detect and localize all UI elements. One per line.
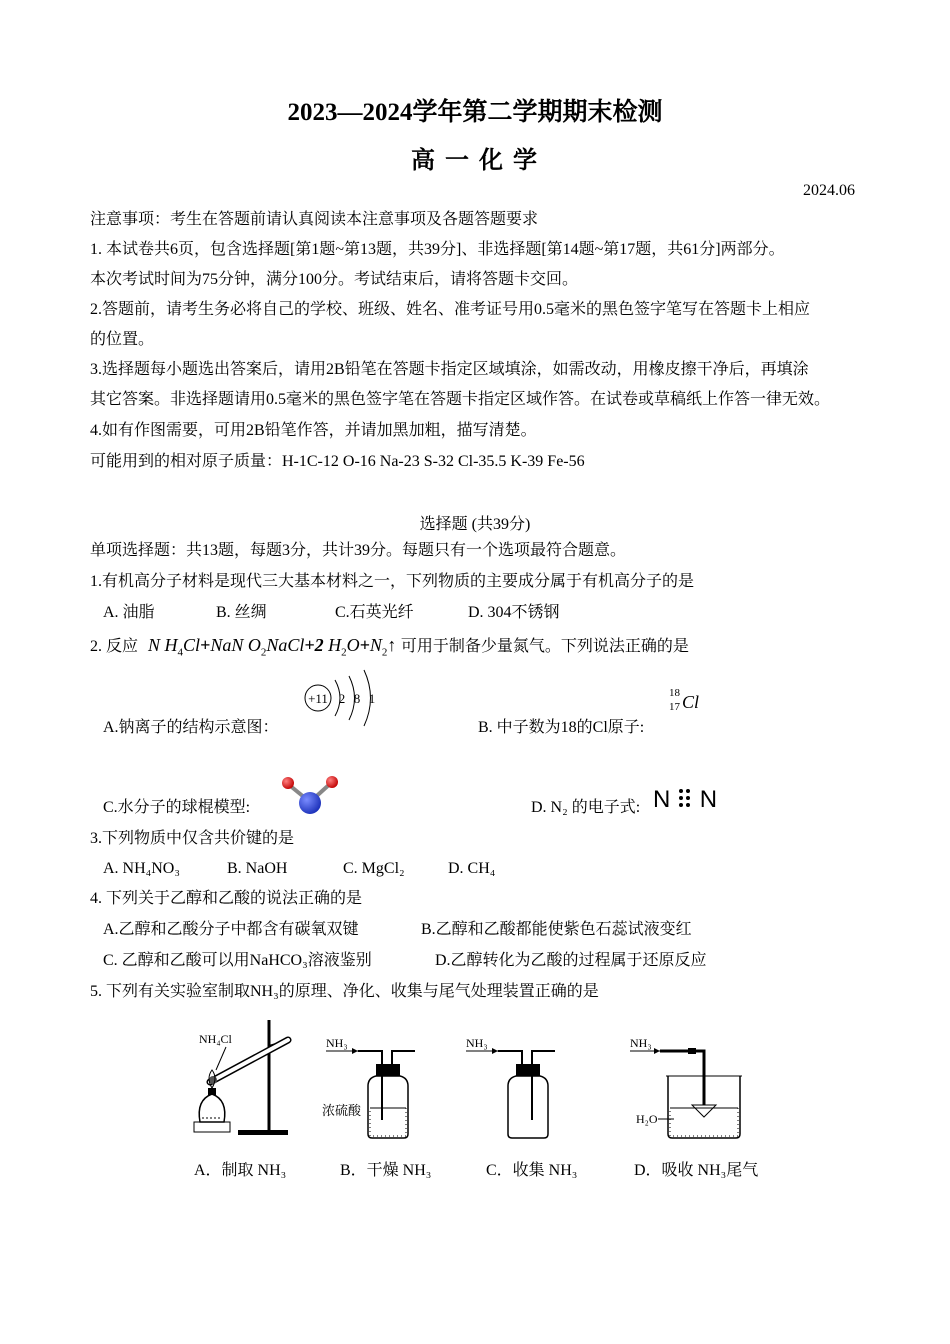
caption-b: B．干燥 NH₃ [340,1162,432,1179]
q3-option-c: C. MgCl₂ [343,860,405,877]
q2-option-d: D. N₂ 的电子式: [531,799,641,816]
eq-nan: NaN [210,635,244,655]
q4-option-a: A.乙醇和乙酸分子中都含有碳氧双键 [103,921,359,938]
q1-option-a: A. 油脂 [103,604,155,621]
notice-item-3a: 3.选择题每小题选出答案后，请用2B铅笔在答题卡指定区域填涂，如需改动，用橡皮擦干净后，再填涂 [90,361,809,378]
caption-d: D．吸收 NH₃尾气 [634,1162,759,1179]
q3-option-b: B. NaOH [227,860,288,877]
isotope-symbol: Cl [682,692,700,712]
notice-item-2a: 2.答题前，请考生务必将自己的学校、班级、姓名、准考证号用0.5毫米的黑色签字笔写在答题卡上相应 [90,301,811,318]
sodium-ion-diagram [298,662,388,732]
eq-cl: Cl [183,635,201,655]
fig-b-gas: NH₃ [326,1036,348,1050]
notice-heading: 注意事项：考生在答题前请认真阅读本注意事项及各题答题要求 [90,211,539,228]
isotope-atomic-number: 17 [669,701,680,713]
q3-option-d: D. CH₄ [448,860,496,877]
q4-option-c: C. 乙醇和乙酸可以用NaHCO₃溶液鉴别 [103,952,372,969]
oxygen-atom [299,792,321,814]
fig-d-liquid: H₂O [636,1112,658,1126]
nucleus-charge: +11 [308,691,328,706]
fig-c-gas: NH₃ [466,1036,488,1050]
q4-option-d: D.乙醇转化为乙酸的过程属于还原反应 [435,952,707,969]
q2-stem-prefix: 2. 反应 [90,638,139,655]
q2-equation [148,635,401,659]
q2-option-b: B. 中子数为18的Cl原子: [478,719,645,736]
q1-option-b: B. 丝绸 [216,604,267,621]
exam-title: 2023—2024学年第二学期期末检测 [287,99,663,126]
q2-stem-suffix: 可用于制备少量氮气。下列说法正确的是 [400,638,689,655]
q2-option-a: A.钠离子的结构示意图： [103,719,279,736]
hydrogen-atom [326,776,338,788]
fig-b-liquid: 浓硫酸 [322,1103,362,1118]
q5-stem: 5. 下列有关实验室制取NH₃的原理、净化、收集与尾气处理装置正确的是 [90,983,599,1000]
atomic-mass-line: 可能用到的相对原子质量：H-1C-12 O-16 Na-23 S-32 Cl-35.5 K-39 Fe-56 [90,453,585,470]
q4-option-b: B.乙醇和乙酸都能使紫色石蕊试液变红 [421,921,692,938]
section-instructions: 单项选择题：共13题，每题3分，共计39分。每题只有一个选项最符合题意。 [90,542,627,559]
eq-sub: 2 [381,646,388,659]
caption-c: C．收集 NH₃ [486,1162,578,1179]
exam-date: 2024.06 [803,182,855,199]
eq-arrow: ↑ [387,635,397,655]
section-title: 选择题 (共39分) [419,516,531,533]
eq-sub: 2 [341,646,347,659]
caption-a: A．制取 NH₃ [194,1162,287,1179]
shell-electrons-1: 2 [338,691,346,706]
q2-option-c: C.水分子的球棍模型: [103,799,251,816]
apparatus-b-drying [322,1036,415,1138]
water-ball-stick-model [276,772,346,822]
q1-option-d: D. 304不锈钢 [468,604,560,621]
eq-plus: + [359,635,370,655]
q1-stem: 1.有机高分子材料是现代三大基本材料之一，下列物质的主要成分属于有机高分子的是 [90,573,695,590]
notice-item-4: 4.如有作图需要，可用2B铅笔作答，并请加黑加粗，描写清楚。 [90,422,537,439]
n2-electron-formula [653,786,717,814]
q4-stem: 4. 下列关于乙醇和乙酸的说法正确的是 [90,890,363,907]
q2-stem [90,632,689,666]
eq-sub: 4 [177,646,184,659]
apparatus-d-absorbing [630,1036,742,1138]
q3-option-a: A. NH₄NO₃ [103,860,180,877]
eq-nacl: NaCl [266,635,305,655]
eq-n: N [148,635,161,655]
subject-title: 高 一 化 学 [411,148,539,174]
triple-bond-dots-icon [677,787,693,809]
notice-item-1b: 本次考试时间为75分钟，满分100分。考试结束后，请将答题卡交回。 [90,271,579,288]
eq-plus: + [200,635,211,655]
n2-atom-right: N [699,786,718,813]
shell-electrons-2: 8 [353,691,361,706]
eq-o: O [247,635,261,655]
n2-atom-left: N [653,786,671,813]
notice-item-2b: 的位置。 [90,331,155,348]
eq-plus: +2 [304,635,324,655]
apparatus-c-collecting [466,1036,555,1138]
q1-option-c: C.石英光纤 [335,604,414,621]
eq-sub: 2 [260,646,267,659]
eq-h: H [164,635,178,655]
notice-item-1a: 1. 本试卷共6页，包含选择题[第1题~第13题，共39分]、非选择题[第14题~第17题，共61分]两部分。 [90,241,785,258]
shell-electrons-3: 1 [368,691,376,706]
fig-a-label: NH₄Cl [199,1032,232,1046]
hydrogen-atom [282,777,294,789]
isotope-mass-number: 18 [669,687,680,699]
apparatus-a-heating [194,1020,290,1135]
eq-o: O [346,635,360,655]
fig-d-gas: NH₃ [630,1036,652,1050]
eq-n: N [369,635,382,655]
notice-item-3b: 其它答案。非选择题请用0.5毫米的黑色签字笔在答题卡指定区域作答。在试卷或草稿纸上作答一律无效。 [90,391,831,408]
q5-apparatus-figure [180,1010,780,1190]
eq-h: H [328,635,342,655]
q3-stem: 3.下列物质中仅含共价键的是 [90,830,295,847]
